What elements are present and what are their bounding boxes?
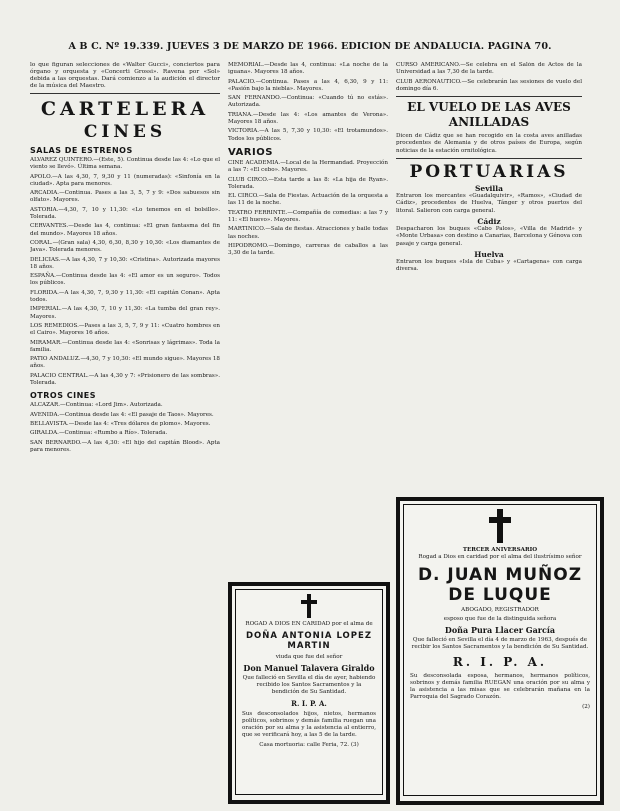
listing-item: CINE ACADEMIA.—Local de la Hermandad. Proyección a las 7: «El cebo». Mayores. [228, 159, 388, 174]
listing-item: APOLO.—A las 4,30, 7, 9,30 y 11 (numeradas): «Sinfonía en la ciudad». Apta para menores. [30, 173, 220, 187]
cartelera-heading: CARTELERA [40, 98, 210, 120]
obituary-body: Que falleció en Sevilla el día 4 de marzo de 1963, después de recibir los Santos Sacramentos y la bendición de Su Santidad. [411, 637, 589, 650]
column-cinema [30, 62, 220, 807]
listing-item: GIRALDA.—Continua: «Rumbo a Río». Tolerada. [30, 430, 168, 437]
sevilla-text: Entraron los mercantes «Guadalquivir», «Ramos», «Ciudad de Cádiz», procedentes de Huelva, Tánger y otros puertos del litoral. Salieron con carga general. [396, 193, 582, 214]
huelva-text: Entraron los buques «Isla de Cuba» y «Cartagena» con carga diversa. [396, 258, 582, 273]
listing-item: MIRAMAR.—Continua desde las 4: «Sonrisas y lágrimas». Toda la familia. [30, 339, 220, 353]
listing-item: CERVANTES.—Desde las 4, continua: «El gran fantasma del fin del mundo». Mayores 18 años. [30, 223, 220, 237]
divider [396, 96, 582, 97]
wife-name: Doña Pura Llacer García [444, 625, 556, 635]
deceased-name-line1: D. JUAN MUÑOZ [417, 565, 583, 585]
obituary-number: (2) [582, 704, 590, 710]
deceased-name: DOÑA ANTONIA LOPEZ MARTIN [245, 631, 372, 651]
rip: R. I. P. A. [291, 699, 327, 708]
listing-item: CORAL.—(Gran sala) 4,30, 6,30, 8,30 y 10,30: «Los diamantes de Java». Tolerada menores. [30, 239, 220, 254]
column-cinema-2 [228, 62, 388, 582]
listing-item: PATIO ANDALUZ.—4,30, 7 y 10,30: «El mundo sigue». Mayores 18 años. [30, 356, 220, 370]
listing-item: VICTORIA.—A las 5, 7,30 y 10,30: «El trotamundos». Todos los públicos. [228, 128, 388, 142]
listing-item: ARCADIA.—Continua. Pases a las 3, 5, 7 y 9: «Dos sabuesos sin olfato». Mayores. [30, 190, 220, 204]
divider [30, 93, 220, 94]
obituary-body: Que falleció en Sevilla el día de ayer, habiendo recibido los Santos Sacramentos y la bendición de Su Santidad. [242, 675, 376, 695]
obituary-lopez [228, 582, 390, 804]
news-item: CLUB AERONAUTICO.—Se celebrarán las sesiones de vuelo del domingo día 6. [396, 78, 582, 92]
sevilla-heading: Sevilla [475, 184, 503, 194]
cines-heading: CINES [83, 122, 167, 142]
obituary-family: Su desconsolada esposa, hermanos, hermanos políticos, sobrinos y demás familia RUEGAN una oración por su alma y la asistencia a las misas que se celebrarán mañana en la Parroquia del Sagrado Corazón. [410, 673, 590, 700]
cross-icon [489, 509, 511, 543]
cross-icon [301, 594, 317, 618]
listing-item: MARTINICO.—Sala de fiestas. Atracciones y baile todas las noches. [228, 226, 388, 240]
listing-item: IMPERIAL.—A las 4,30, 7, 10 y 11,30: «La tumba del gran rey». Mayores. [30, 306, 220, 320]
listing-item: DELICIAS.—A las 4,30, 7 y 10,30: «Cristina». Autorizada mayores 18 años. [30, 256, 220, 270]
obituary-address: Casa mortuoria: calle Feria, 72. [259, 742, 350, 748]
huelva-heading: Huelva [474, 249, 504, 259]
listing-item: ESPAÑA.—Continua desde las 4: «El amor es un seguro». Todos los públicos. [30, 273, 220, 287]
cadiz-text: Despacharon los buques «Cabo Palos», «Villa de Madrid» y «Monte Urbasa» con destino a Canarias, Barcelona y Génova con pasaje y carga general. [396, 225, 582, 247]
listing-item: ALCAZAR.—Continua: «Lord Jim». Autorizada. [30, 402, 163, 409]
obituary-foot [242, 742, 376, 749]
listing-item: HIPODROMO.—Domingo, carreras de caballos a las 3,30 de la tarde. [228, 242, 388, 257]
listing-item: SAN FERNANDO.—Continua: «Cuando tú no estás». Autorizada. [228, 95, 388, 109]
varios-heading: VARIOS [228, 146, 273, 158]
listing-item: AVENIDA.—Continua desde las 4: «El pasaje de Taos». Mayores. [30, 411, 214, 418]
listing-item: TEATRO FERRINTE.—Compañía de comedias: a las 7 y 11: «El huevo». Mayores. [228, 209, 388, 224]
page-header: A B C. Nº 19.339. JUEVES 3 DE MARZO DE 1966. EDICION DE ANDALUCIA. PAGINA 70. [68, 41, 552, 52]
listing-item: FLORIDA.—A las 4,30, 7, 9,30 y 11,30: «El capitán Conan». Apta todos. [30, 289, 220, 304]
listing-item: CLUB CIRCO.—Esta tarde a las 8: «La hija de Ryan». Tolerada. [228, 176, 388, 190]
portuarias-heading: PORTUARIAS [409, 162, 569, 183]
listing-item: ALVAREZ QUINTERO.—(Este, 5). Continua desde las 4: «Lo que el viento se llevó». Última semana. [30, 157, 220, 171]
obituary-pray: Rogad a Dios en caridad por el alma del ilustrísimo señor [418, 554, 582, 560]
listing-item: MEMORIAL.—Desde las 4, continua: «La noche de la iguana». Mayores 18 años. [228, 62, 388, 76]
listing-item: SAN BERNARDO.—A las 4,30: «El hijo del capitán Blood». Apta para menores. [30, 439, 220, 453]
rip: R. I. P. A. [452, 655, 548, 669]
column-news [396, 62, 582, 327]
news-item: CURSO AMERICANO.—Se celebra en el Salón de Actos de la Universidad a las 7,30 de la tarde. [396, 62, 582, 76]
deceased-name-line2: DE LUQUE [448, 585, 552, 605]
obituary-munoz [396, 497, 604, 805]
obituary-number: (3) [350, 742, 359, 748]
divider [396, 158, 582, 159]
listing-item: PALACIO CENTRAL.—A las 4,30 y 7: «Prisionero de las sombras». Tolerada. [30, 372, 220, 387]
vuelo-heading: EL VUELO DE LAS AVES ANILLADAS [407, 100, 571, 130]
salas-heading: SALAS DE ESTRENOS [30, 146, 133, 155]
vuelo-text: Dicen de Cádiz que se han recogido en la costa aves anilladas procedentes de Alemania y de otros países de Europa, según noticias de la estación ornitológica. [396, 133, 582, 154]
otros-heading: OTROS CINES [30, 391, 97, 401]
obituary-family: Sus desconsolados hijos, nietos, hermanos políticos, sobrinos y demás familia ruegan una oración por su alma y la asistencia al entierro, que se verificará hoy, a las 5 de la tarde. [242, 711, 376, 738]
listing-item: LOS REMEDIOS.—Pases a las 3, 5, 7, 9 y 11: «Cuatro hombres en el Cairo». Mayores 16 años. [30, 322, 220, 337]
deceased-title: ABOGADO, REGISTRADOR [461, 607, 539, 613]
husband-name: Don Manuel Talavera Giraldo [243, 663, 375, 673]
listing-item: TRIANA.—Desde las 4: «Los amantes de Verona». Mayores 18 años. [228, 111, 388, 126]
listing-item: PALACIO.—Continua. Pases a las 4, 6,30, 9 y 11: «Pasión bajo la niebla». Mayores. [228, 78, 388, 92]
obituary-sub: esposo que fue de la distinguida señora [443, 616, 557, 622]
cadiz-heading: Cádiz [477, 216, 501, 226]
anniversary-head: TERCER ANIVERSARIO [462, 547, 538, 553]
intro-text: lo que figuran selecciones de «Walter Gucci», conciertos para órgano y orquesta y «Concerti Grossi». Ravena por «Sol» debida a las orquestas. Dará comienzo a la audición el director de la música del Maestro. [30, 62, 220, 89]
listing-item: EL CIRCO.—Sala de Fiestas. Actuación de la orquesta a las 11 de la noche. [228, 193, 388, 207]
listing-item: BELLAVISTA.—Desde las 4: «Tres dólares de plomo». Mayores. [30, 420, 211, 427]
listing-item: ASTORIA.—4,30, 7, 10 y 11,30: «Lo tenemos en el bolsillo». Tolerada. [30, 206, 220, 221]
obituary-sub: viuda que fue del señor [275, 654, 343, 660]
obituary-head: ROGAD A DIOS EN CARIDAD por el alma de [245, 621, 373, 627]
